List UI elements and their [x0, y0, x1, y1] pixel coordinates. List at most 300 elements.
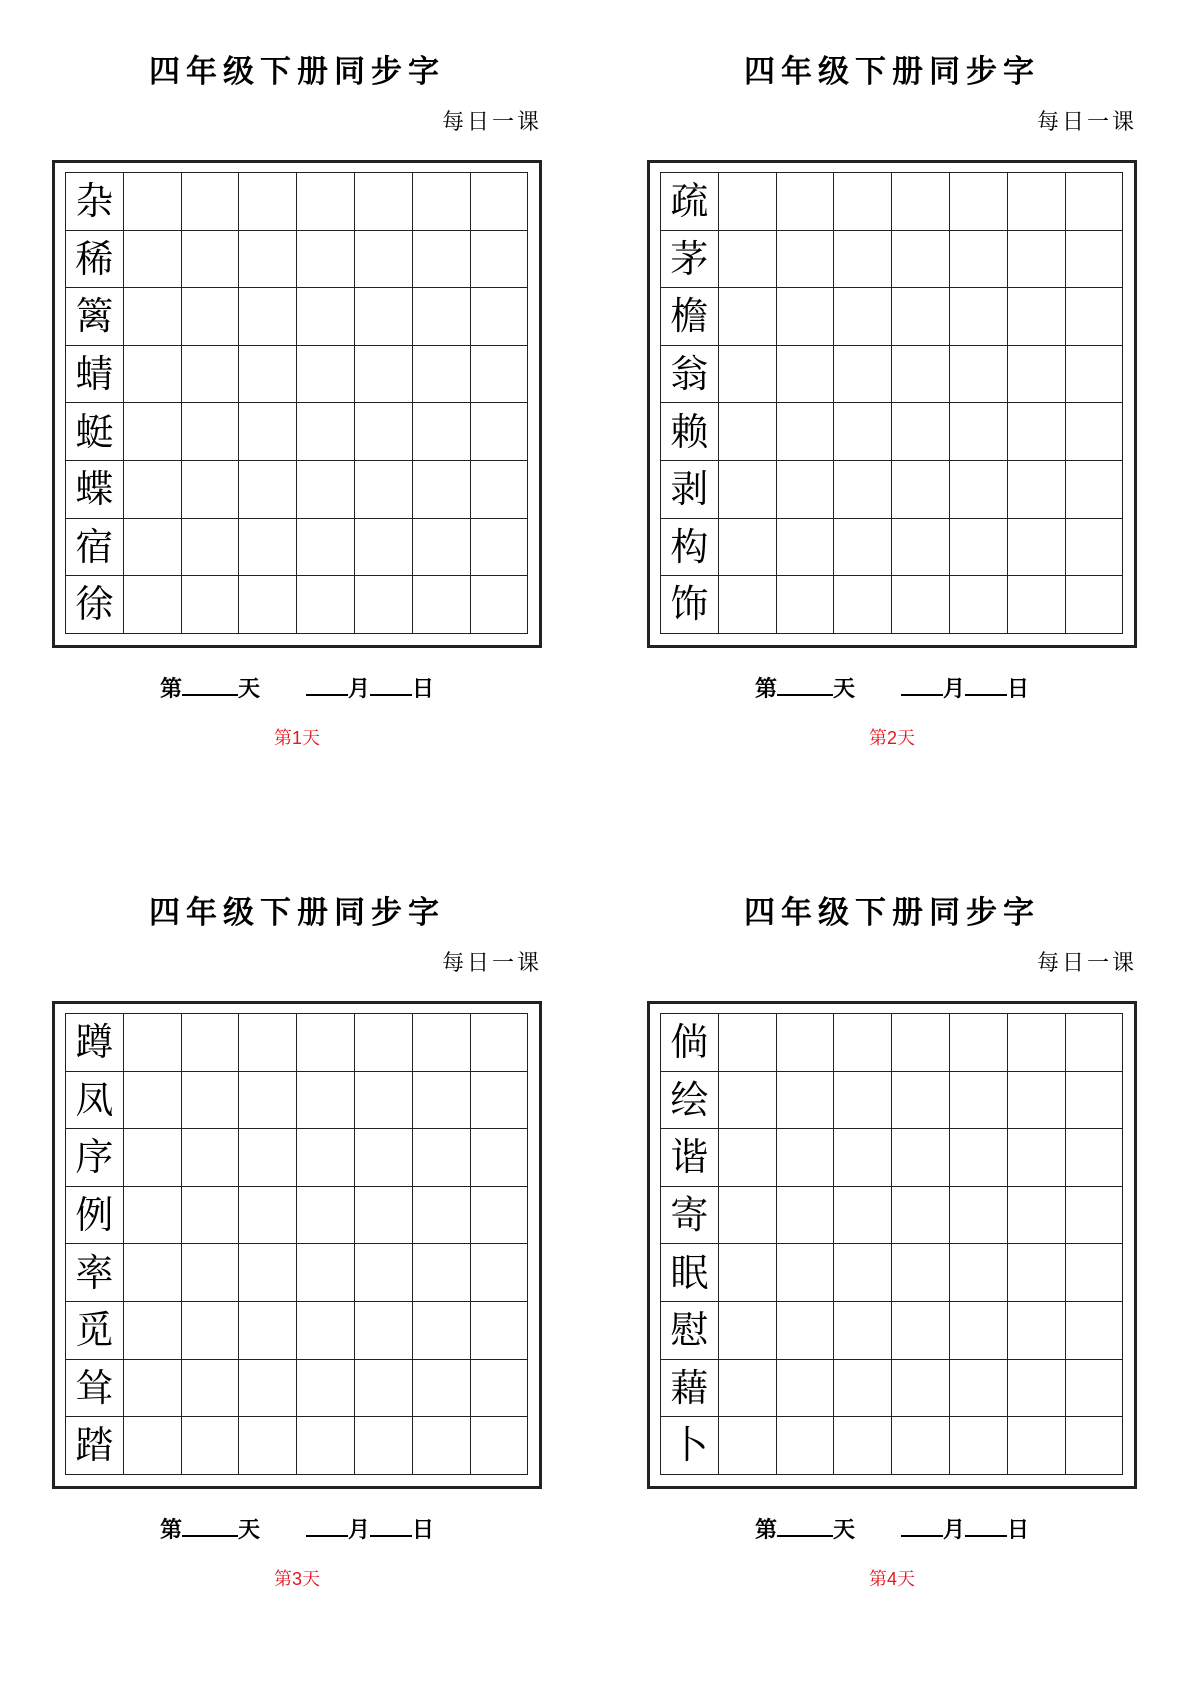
practice-cell [834, 231, 892, 289]
practice-cell [355, 1129, 413, 1187]
model-character-cell: 翁 [661, 346, 719, 404]
model-character-cell: 卜 [661, 1417, 719, 1475]
practice-cell [355, 231, 413, 289]
model-character-cell: 蝶 [66, 461, 124, 519]
practice-cell [297, 576, 355, 634]
practice-cell [413, 231, 471, 289]
practice-cell [413, 1014, 471, 1072]
practice-cell [834, 1302, 892, 1360]
practice-cell [239, 576, 297, 634]
practice-cell [777, 1129, 835, 1187]
practice-cell [719, 1417, 777, 1475]
practice-cell [355, 519, 413, 577]
practice-cell [297, 1072, 355, 1130]
practice-cell [1066, 461, 1124, 519]
practice-cell [719, 346, 777, 404]
practice-cell [1066, 1014, 1124, 1072]
practice-cell [777, 461, 835, 519]
date-day-label: 天 [833, 676, 856, 702]
practice-cell [950, 1302, 1008, 1360]
practice-cell [124, 1129, 182, 1187]
date-date-label: 日 [1007, 676, 1030, 702]
practice-cell [471, 1072, 529, 1130]
practice-cell [950, 346, 1008, 404]
practice-cell [182, 1244, 240, 1302]
practice-cell [182, 576, 240, 634]
practice-cell [182, 461, 240, 519]
practice-cell [182, 1129, 240, 1187]
writing-grid-frame [647, 160, 1137, 648]
practice-cell [777, 1072, 835, 1130]
practice-cell [1008, 403, 1066, 461]
practice-cell [1008, 1072, 1066, 1130]
practice-cell [834, 519, 892, 577]
practice-cell [239, 1129, 297, 1187]
day-blank [182, 1513, 238, 1537]
practice-cell [950, 1129, 1008, 1187]
date-date-label: 日 [1007, 1517, 1030, 1543]
practice-cell [471, 519, 529, 577]
practice-cell [413, 1302, 471, 1360]
practice-cell [892, 403, 950, 461]
practice-cell [355, 288, 413, 346]
date-prefix: 第 [754, 676, 777, 702]
date-prefix: 第 [159, 1517, 182, 1543]
model-character-cell: 构 [661, 519, 719, 577]
practice-cell [719, 1244, 777, 1302]
practice-cell [892, 461, 950, 519]
practice-cell [834, 1129, 892, 1187]
practice-cell [1008, 231, 1066, 289]
practice-cell [777, 1187, 835, 1245]
practice-cell [355, 1072, 413, 1130]
practice-cell [182, 1072, 240, 1130]
practice-cell [471, 1417, 529, 1475]
practice-cell [124, 1187, 182, 1245]
date-line [692, 1513, 1092, 1545]
practice-cell [834, 1187, 892, 1245]
model-character-cell: 倘 [661, 1014, 719, 1072]
practice-cell [124, 231, 182, 289]
practice-cell [950, 1360, 1008, 1418]
practice-cell [239, 1244, 297, 1302]
practice-cell [182, 403, 240, 461]
practice-cell [777, 1360, 835, 1418]
practice-sheet-2 [595, 0, 1190, 842]
date-date-label: 日 [412, 1517, 435, 1543]
date-date-label: 日 [412, 676, 435, 702]
practice-cell [182, 1014, 240, 1072]
practice-cell [950, 461, 1008, 519]
practice-cell [239, 173, 297, 231]
date-month-label: 月 [347, 1517, 370, 1543]
day-blank [182, 672, 238, 696]
practice-cell [1066, 1244, 1124, 1302]
practice-cell [297, 1302, 355, 1360]
practice-cell [1008, 346, 1066, 404]
practice-cell [834, 346, 892, 404]
practice-cell [239, 231, 297, 289]
date-month-label: 月 [942, 1517, 965, 1543]
practice-cell [777, 1417, 835, 1475]
practice-cell [1008, 519, 1066, 577]
model-character-cell: 序 [66, 1129, 124, 1187]
practice-cell [892, 1302, 950, 1360]
practice-cell [239, 1302, 297, 1360]
practice-cell [777, 1244, 835, 1302]
practice-cell [950, 1072, 1008, 1130]
day-blank [777, 1513, 833, 1537]
writing-grid [660, 172, 1123, 634]
practice-cell [834, 1244, 892, 1302]
practice-cell [892, 1187, 950, 1245]
practice-cell [239, 1360, 297, 1418]
practice-cell [1008, 1014, 1066, 1072]
model-character-cell: 谐 [661, 1129, 719, 1187]
practice-cell [1066, 403, 1124, 461]
practice-cell [892, 231, 950, 289]
date-prefix: 第 [754, 1517, 777, 1543]
practice-cell [297, 288, 355, 346]
model-character-cell: 例 [66, 1187, 124, 1245]
practice-cell [239, 1072, 297, 1130]
practice-cell [719, 1014, 777, 1072]
date-blank [370, 672, 412, 696]
practice-cell [719, 1302, 777, 1360]
practice-cell [719, 231, 777, 289]
practice-cell [413, 346, 471, 404]
practice-cell [124, 403, 182, 461]
sheet-subtitle: 每日一课 [1036, 110, 1137, 135]
practice-cell [297, 1187, 355, 1245]
model-character-cell: 眠 [661, 1244, 719, 1302]
practice-cell [892, 1072, 950, 1130]
month-blank [306, 672, 348, 696]
practice-cell [834, 173, 892, 231]
practice-cell [719, 1187, 777, 1245]
practice-cell [355, 1014, 413, 1072]
practice-cell [413, 1360, 471, 1418]
practice-cell [239, 346, 297, 404]
practice-cell [892, 1417, 950, 1475]
practice-cell [297, 231, 355, 289]
model-character-cell: 徐 [66, 576, 124, 634]
practice-cell [124, 1417, 182, 1475]
practice-cell [950, 173, 1008, 231]
practice-cell [413, 576, 471, 634]
date-line [692, 672, 1092, 704]
practice-cell [892, 288, 950, 346]
practice-cell [892, 173, 950, 231]
practice-cell [297, 1417, 355, 1475]
practice-cell [1008, 1302, 1066, 1360]
practice-cell [355, 173, 413, 231]
practice-cell [1066, 231, 1124, 289]
practice-cell [182, 231, 240, 289]
date-day-label: 天 [238, 676, 261, 702]
practice-cell [355, 1417, 413, 1475]
practice-cell [1008, 173, 1066, 231]
practice-cell [182, 1360, 240, 1418]
model-character-cell: 藉 [661, 1360, 719, 1418]
practice-cell [471, 461, 529, 519]
model-character-cell: 踏 [66, 1417, 124, 1475]
model-character-cell: 疏 [661, 173, 719, 231]
writing-grid [65, 172, 528, 634]
practice-cell [892, 346, 950, 404]
practice-cell [834, 1417, 892, 1475]
sheet-title: 四年级下册同步字 [744, 54, 1040, 90]
practice-cell [355, 576, 413, 634]
model-character-cell: 寄 [661, 1187, 719, 1245]
date-day-label: 天 [833, 1517, 856, 1543]
writing-grid-frame [52, 1001, 542, 1489]
practice-cell [1066, 346, 1124, 404]
date-line [97, 672, 497, 704]
practice-cell [892, 1360, 950, 1418]
practice-cell [471, 1187, 529, 1245]
practice-cell [182, 288, 240, 346]
day-blank [777, 672, 833, 696]
practice-cell [413, 519, 471, 577]
model-character-cell: 绘 [661, 1072, 719, 1130]
practice-cell [1066, 1417, 1124, 1475]
practice-cell [950, 519, 1008, 577]
month-blank [901, 1513, 943, 1537]
writing-grid-frame [647, 1001, 1137, 1489]
practice-cell [471, 288, 529, 346]
practice-cell [892, 1014, 950, 1072]
practice-cell [413, 403, 471, 461]
practice-cell [719, 576, 777, 634]
practice-cell [413, 461, 471, 519]
practice-cell [355, 1360, 413, 1418]
model-character-cell: 茅 [661, 231, 719, 289]
model-character-cell: 宿 [66, 519, 124, 577]
practice-cell [834, 1072, 892, 1130]
sheet-subtitle: 每日一课 [1036, 951, 1137, 976]
practice-cell [239, 461, 297, 519]
practice-sheet-3 [0, 841, 595, 1683]
practice-cell [719, 1129, 777, 1187]
practice-cell [413, 1072, 471, 1130]
month-blank [306, 1513, 348, 1537]
practice-cell [124, 1244, 182, 1302]
practice-cell [1066, 1302, 1124, 1360]
practice-cell [950, 1417, 1008, 1475]
practice-cell [834, 576, 892, 634]
practice-cell [355, 403, 413, 461]
practice-cell [950, 231, 1008, 289]
practice-cell [1066, 288, 1124, 346]
practice-cell [297, 173, 355, 231]
practice-cell [777, 231, 835, 289]
practice-sheet-1 [0, 0, 595, 842]
practice-cell [892, 576, 950, 634]
practice-cell [471, 1129, 529, 1187]
practice-cell [777, 576, 835, 634]
date-month-label: 月 [942, 676, 965, 702]
model-character-cell: 蜻 [66, 346, 124, 404]
practice-cell [950, 576, 1008, 634]
day-label: 第4天 [868, 1569, 915, 1589]
practice-cell [1008, 461, 1066, 519]
practice-cell [413, 1417, 471, 1475]
practice-cell [124, 288, 182, 346]
practice-cell [719, 173, 777, 231]
practice-cell [892, 1129, 950, 1187]
practice-cell [182, 1302, 240, 1360]
model-character-cell: 剥 [661, 461, 719, 519]
practice-cell [950, 288, 1008, 346]
practice-cell [471, 1244, 529, 1302]
practice-cell [950, 1244, 1008, 1302]
practice-cell [719, 403, 777, 461]
practice-cell [1066, 1129, 1124, 1187]
writing-grid [660, 1013, 1123, 1475]
model-character-cell: 凤 [66, 1072, 124, 1130]
practice-cell [239, 403, 297, 461]
practice-cell [297, 1244, 355, 1302]
sheet-title: 四年级下册同步字 [149, 54, 445, 90]
practice-cell [719, 461, 777, 519]
day-label: 第2天 [868, 728, 915, 748]
practice-cell [1008, 1417, 1066, 1475]
sheet-subtitle: 每日一课 [441, 951, 542, 976]
practice-cell [124, 519, 182, 577]
practice-cell [777, 403, 835, 461]
practice-cell [413, 173, 471, 231]
practice-cell [1066, 1360, 1124, 1418]
practice-cell [124, 173, 182, 231]
practice-cell [124, 461, 182, 519]
practice-cell [182, 519, 240, 577]
model-character-cell: 觅 [66, 1302, 124, 1360]
practice-cell [950, 1187, 1008, 1245]
practice-cell [413, 288, 471, 346]
practice-cell [297, 1360, 355, 1418]
practice-cell [834, 288, 892, 346]
practice-cell [124, 346, 182, 404]
month-blank [901, 672, 943, 696]
model-character-cell: 杂 [66, 173, 124, 231]
practice-cell [950, 1014, 1008, 1072]
practice-cell [355, 1302, 413, 1360]
sheet-title: 四年级下册同步字 [149, 895, 445, 931]
practice-cell [834, 403, 892, 461]
practice-sheet-4 [595, 841, 1190, 1683]
practice-cell [471, 576, 529, 634]
practice-cell [1008, 1187, 1066, 1245]
practice-cell [471, 1302, 529, 1360]
writing-grid-frame [52, 160, 542, 648]
date-blank [965, 1513, 1007, 1537]
practice-cell [124, 1302, 182, 1360]
practice-cell [777, 519, 835, 577]
practice-cell [413, 1244, 471, 1302]
practice-cell [471, 1360, 529, 1418]
practice-cell [239, 1187, 297, 1245]
sheet-subtitle: 每日一课 [441, 110, 542, 135]
practice-cell [297, 1014, 355, 1072]
practice-cell [239, 288, 297, 346]
practice-cell [1066, 519, 1124, 577]
practice-cell [471, 231, 529, 289]
practice-cell [413, 1129, 471, 1187]
practice-cell [777, 173, 835, 231]
practice-cell [355, 461, 413, 519]
practice-cell [471, 1014, 529, 1072]
model-character-cell: 稀 [66, 231, 124, 289]
model-character-cell: 赖 [661, 403, 719, 461]
practice-cell [1066, 576, 1124, 634]
practice-cell [777, 1302, 835, 1360]
practice-cell [124, 1014, 182, 1072]
practice-cell [297, 346, 355, 404]
model-character-cell: 篱 [66, 288, 124, 346]
practice-cell [182, 173, 240, 231]
model-character-cell: 慰 [661, 1302, 719, 1360]
practice-cell [777, 346, 835, 404]
writing-grid [65, 1013, 528, 1475]
practice-cell [1008, 1360, 1066, 1418]
practice-cell [719, 519, 777, 577]
practice-cell [1008, 576, 1066, 634]
practice-cell [297, 461, 355, 519]
practice-cell [1008, 1129, 1066, 1187]
practice-cell [892, 1244, 950, 1302]
practice-cell [182, 346, 240, 404]
practice-cell [1008, 288, 1066, 346]
practice-cell [834, 1360, 892, 1418]
sheet-title: 四年级下册同步字 [744, 895, 1040, 931]
model-character-cell: 蹲 [66, 1014, 124, 1072]
practice-cell [777, 1014, 835, 1072]
practice-cell [1008, 1244, 1066, 1302]
model-character-cell: 蜓 [66, 403, 124, 461]
date-prefix: 第 [159, 676, 182, 702]
practice-cell [471, 346, 529, 404]
practice-cell [777, 288, 835, 346]
practice-cell [355, 1187, 413, 1245]
practice-cell [471, 173, 529, 231]
date-line [97, 1513, 497, 1545]
practice-cell [471, 403, 529, 461]
date-blank [370, 1513, 412, 1537]
practice-cell [182, 1417, 240, 1475]
practice-cell [1066, 1187, 1124, 1245]
model-character-cell: 檐 [661, 288, 719, 346]
practice-cell [1066, 173, 1124, 231]
date-month-label: 月 [347, 676, 370, 702]
practice-cell [355, 346, 413, 404]
practice-cell [892, 519, 950, 577]
practice-cell [239, 519, 297, 577]
practice-cell [297, 1129, 355, 1187]
practice-cell [124, 1072, 182, 1130]
practice-cell [355, 1244, 413, 1302]
model-character-cell: 率 [66, 1244, 124, 1302]
practice-cell [413, 1187, 471, 1245]
date-day-label: 天 [238, 1517, 261, 1543]
model-character-cell: 耸 [66, 1360, 124, 1418]
practice-cell [297, 519, 355, 577]
practice-cell [239, 1014, 297, 1072]
practice-cell [719, 1072, 777, 1130]
practice-cell [239, 1417, 297, 1475]
practice-cell [719, 288, 777, 346]
day-label: 第3天 [273, 1569, 320, 1589]
